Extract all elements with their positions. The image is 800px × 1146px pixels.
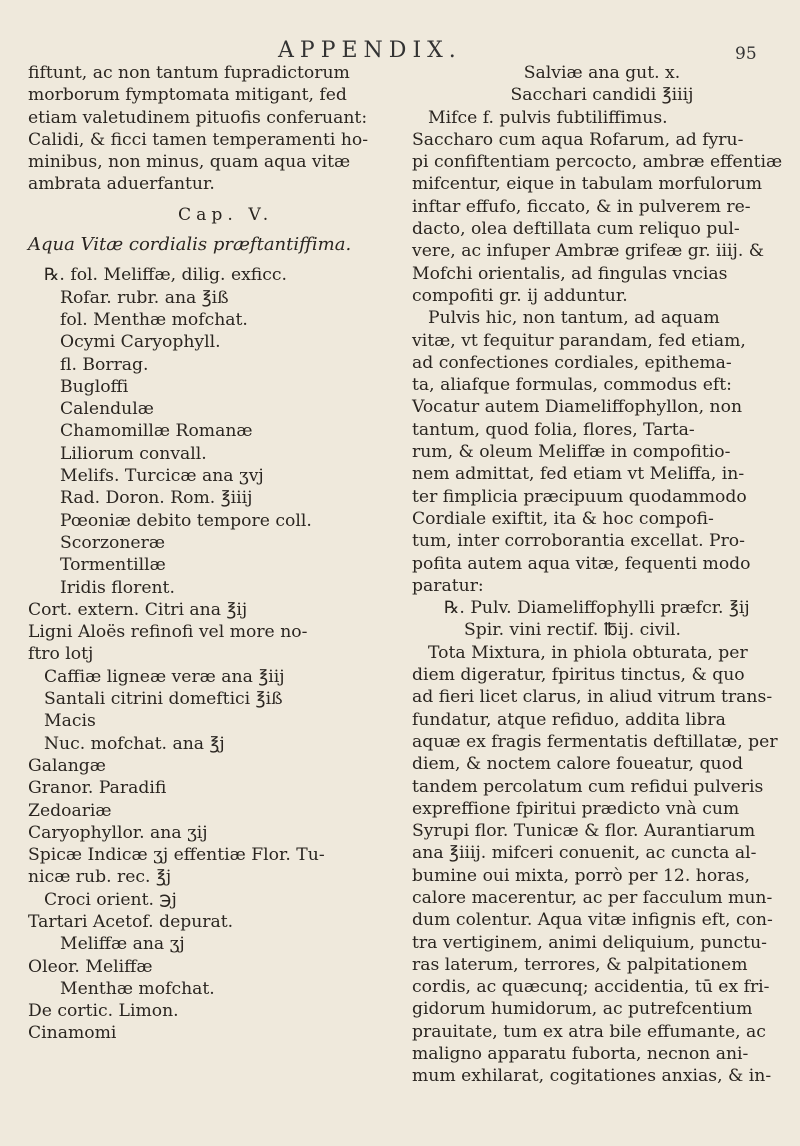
intro-line: morborum fymptomata mitigant, fed: [28, 85, 347, 106]
text-line: paratur:: [412, 575, 484, 596]
recipe-line: Chamomillæ Romanæ: [60, 421, 253, 442]
text-line: calore macerentur, ac per facculum mun-: [412, 887, 773, 908]
text-line: bumine oui mixta, porrò per 12. horas,: [412, 865, 750, 886]
left-column: [28, 62, 400, 1045]
text-line: Cordiale exiftit, ita & hoc compofi-: [412, 508, 714, 529]
section-title: Aqua Vitæ cordialis præftantiffima.: [28, 234, 352, 256]
recipe-line: Tormentillæ: [60, 555, 166, 576]
text-line: Tota Mixtura, in phiola obturata, per: [428, 642, 748, 663]
page-number: 95: [735, 44, 757, 64]
recipe-line: fol. Menthæ mofchat.: [60, 309, 248, 330]
recipe-line: Caryophyllor. ana ʒij: [28, 822, 208, 843]
recipe-line: Croci orient. ℈j: [44, 889, 177, 910]
text-line: tandem percolatum cum refidui pulveris: [412, 776, 764, 797]
text-line: Salviæ ana gut. x.: [523, 63, 681, 83]
text-line: ad confectiones cordiales, epithema-: [412, 352, 732, 373]
text-line: aquæ ex fragis fermentatis deftillatæ, per: [412, 731, 778, 752]
text-line: cordis, ac quæcunq; accidentia, tū ex fri-: [412, 977, 770, 998]
recipe-line: Liliorum convall.: [60, 443, 207, 464]
recipe-line: Ocymi Caryophyll.: [60, 332, 221, 353]
right-column: [412, 62, 792, 1088]
text-line: fundatur, atque refiduo, addita libra: [412, 709, 726, 730]
text-line: Vocatur autem Diameliffophyllon, non: [412, 397, 743, 418]
text-line: tum, inter corroborantia excellat. Pro-: [412, 531, 745, 552]
text-line: maligno apparatu fuborta, necnon ani-: [412, 1044, 749, 1065]
text-line: nem admittat, fed etiam vt Meliffa, in-: [412, 464, 745, 485]
recipe-line: Nuc. mofchat. ana ℥j: [44, 733, 225, 754]
intro-line: ambrata aduerfantur.: [28, 174, 215, 195]
recipe-line: Iridis florent.: [60, 577, 175, 598]
text-line: Pulvis hic, non tantum, ad aquam: [428, 308, 720, 329]
text-line: vere, ac infuper Ambræ grifeæ gr. iiij. &: [412, 241, 765, 262]
recipe-line: Calendulæ: [60, 399, 154, 420]
intro-line: etiam valetudinem pituofis conferuant:: [28, 107, 368, 128]
recipe-line: Oleor. Meliffæ: [28, 956, 153, 977]
recipe-line: Santali citrini domeftici ℥iß: [44, 689, 283, 710]
recipe-line: Caffiæ ligneæ veræ ana ℥iij: [44, 666, 285, 687]
text-line: ad fieri licet clarus, in aliud vitrum trans-: [412, 687, 773, 708]
recipe-line: De cortic. Limon.: [28, 1001, 179, 1022]
recipe-line: Cinamomi: [28, 1023, 117, 1044]
text-line: mifcentur, eique in tabulam morfulorum: [412, 174, 763, 195]
intro-line: fiftunt, ac non tantum fupradictorum: [28, 63, 350, 83]
text-line: ras laterum, terrores, & palpitationem: [412, 954, 748, 975]
text-line: Syrupi flor. Tunicæ & flor. Aurantiarum: [412, 821, 756, 842]
text-line: vitæ, vt fequitur parandam, fed etiam,: [412, 330, 746, 351]
recipe-line: Cort. extern. Citri ana ℥ij: [28, 599, 248, 620]
recipe-line: Ligni Aloës refinofi vel more no-: [28, 622, 308, 643]
text-line: ℞. Pulv. Diameliffophylli præfcr. ℥ij: [444, 598, 750, 619]
text-line: Spir. vini rectif. ℔ij. civil.: [464, 620, 681, 641]
recipe-line: Spicæ Indicæ ʒj effentiæ Flor. Tu-: [28, 845, 325, 866]
text-line: pofita autem aqua vitæ, fequenti modo: [412, 553, 751, 574]
recipe-line: Scorzoneræ: [60, 532, 165, 553]
running-head: APPENDIX.: [278, 38, 462, 63]
text-line: gidorum humidorum, ac putrefcentium: [412, 999, 753, 1020]
text-line: ter fimplicia præcipuum quodammodo: [412, 486, 747, 507]
recipe-line: nicæ rub. rec. ℥j: [28, 867, 172, 888]
text-line: Mofchi orientalis, ad fingulas vncias: [412, 263, 728, 284]
recipe-line: Melifs. Turcicæ ana ʒvj: [60, 466, 264, 487]
text-line: Mifce f. pulvis fubtiliffimus.: [428, 107, 668, 128]
text-line: tra vertiginem, animi deliquium, punctu-: [412, 932, 767, 953]
recipe-line: Bugloffi: [60, 376, 129, 397]
text-line: dacto, olea deftillata cum reliquo pul-: [412, 219, 740, 240]
recipe-line: Rad. Doron. Rom. ℥iiij: [60, 488, 253, 509]
text-line: inftar effufo, ficcato, & in pulverem re-: [412, 196, 751, 217]
recipe-line: ftro lotj: [28, 644, 94, 665]
recipe-line: ℞. fol. Meliffæ, dilig. exficc.: [44, 265, 287, 286]
text-line: dum colentur. Aqua vitæ infignis eft, con-: [412, 910, 773, 931]
recipe-line: Pœoniæ debito tempore coll.: [60, 510, 312, 531]
intro-line: minibus, non minus, quam aqua vitæ: [28, 152, 351, 173]
recipe-line: Zedoariæ: [28, 800, 112, 821]
text-line: tantum, quod folia, flores, Tarta-: [412, 419, 695, 440]
recipe-line: Menthæ mofchat.: [60, 978, 215, 999]
text-line: expreffione fpiritui prædicto vnà cum: [412, 798, 740, 819]
text-line: ana ℥iiij. mifceri conuenit, ac cuncta al-: [412, 843, 757, 864]
recipe-line: fl. Borrag.: [60, 354, 149, 375]
recipe-line: Meliffæ ana ʒj: [60, 934, 185, 955]
text-line: diem, & noctem calore foueatur, quod: [412, 754, 743, 775]
text-line: mum exhilarat, cogitationes anxias, & in-: [412, 1066, 772, 1087]
text-line: compofiti gr. ij adduntur.: [412, 285, 628, 306]
text-line: diem digeratur, fpiritus tinctus, & quo: [412, 665, 745, 686]
text-line: rum, & oleum Meliffæ in compofitio-: [412, 442, 731, 463]
intro-line: Calidi, & ficci tamen temperamenti ho-: [28, 129, 369, 150]
chapter-heading: Cap. V.: [178, 204, 274, 225]
text-line: Sacchari candidi ℥iiij: [510, 85, 694, 106]
text-line: pi confiftentiam percocto, ambræ effentiæ: [412, 152, 783, 173]
recipe-line: Granor. Paradifi: [28, 778, 167, 799]
recipe-line: Rofar. rubr. ana ℥iß: [60, 287, 229, 308]
recipe-line: Galangæ: [28, 755, 106, 776]
text-line: Saccharo cum aqua Rofarum, ad fyru-: [412, 129, 744, 150]
text-line: prauitate, tum ex atra bile effumante, ac: [412, 1021, 766, 1042]
text-line: ta, aliafque formulas, commodus eft:: [412, 375, 732, 396]
recipe-line: Tartari Acetof. depurat.: [28, 911, 234, 932]
recipe-line: Macis: [44, 711, 96, 732]
